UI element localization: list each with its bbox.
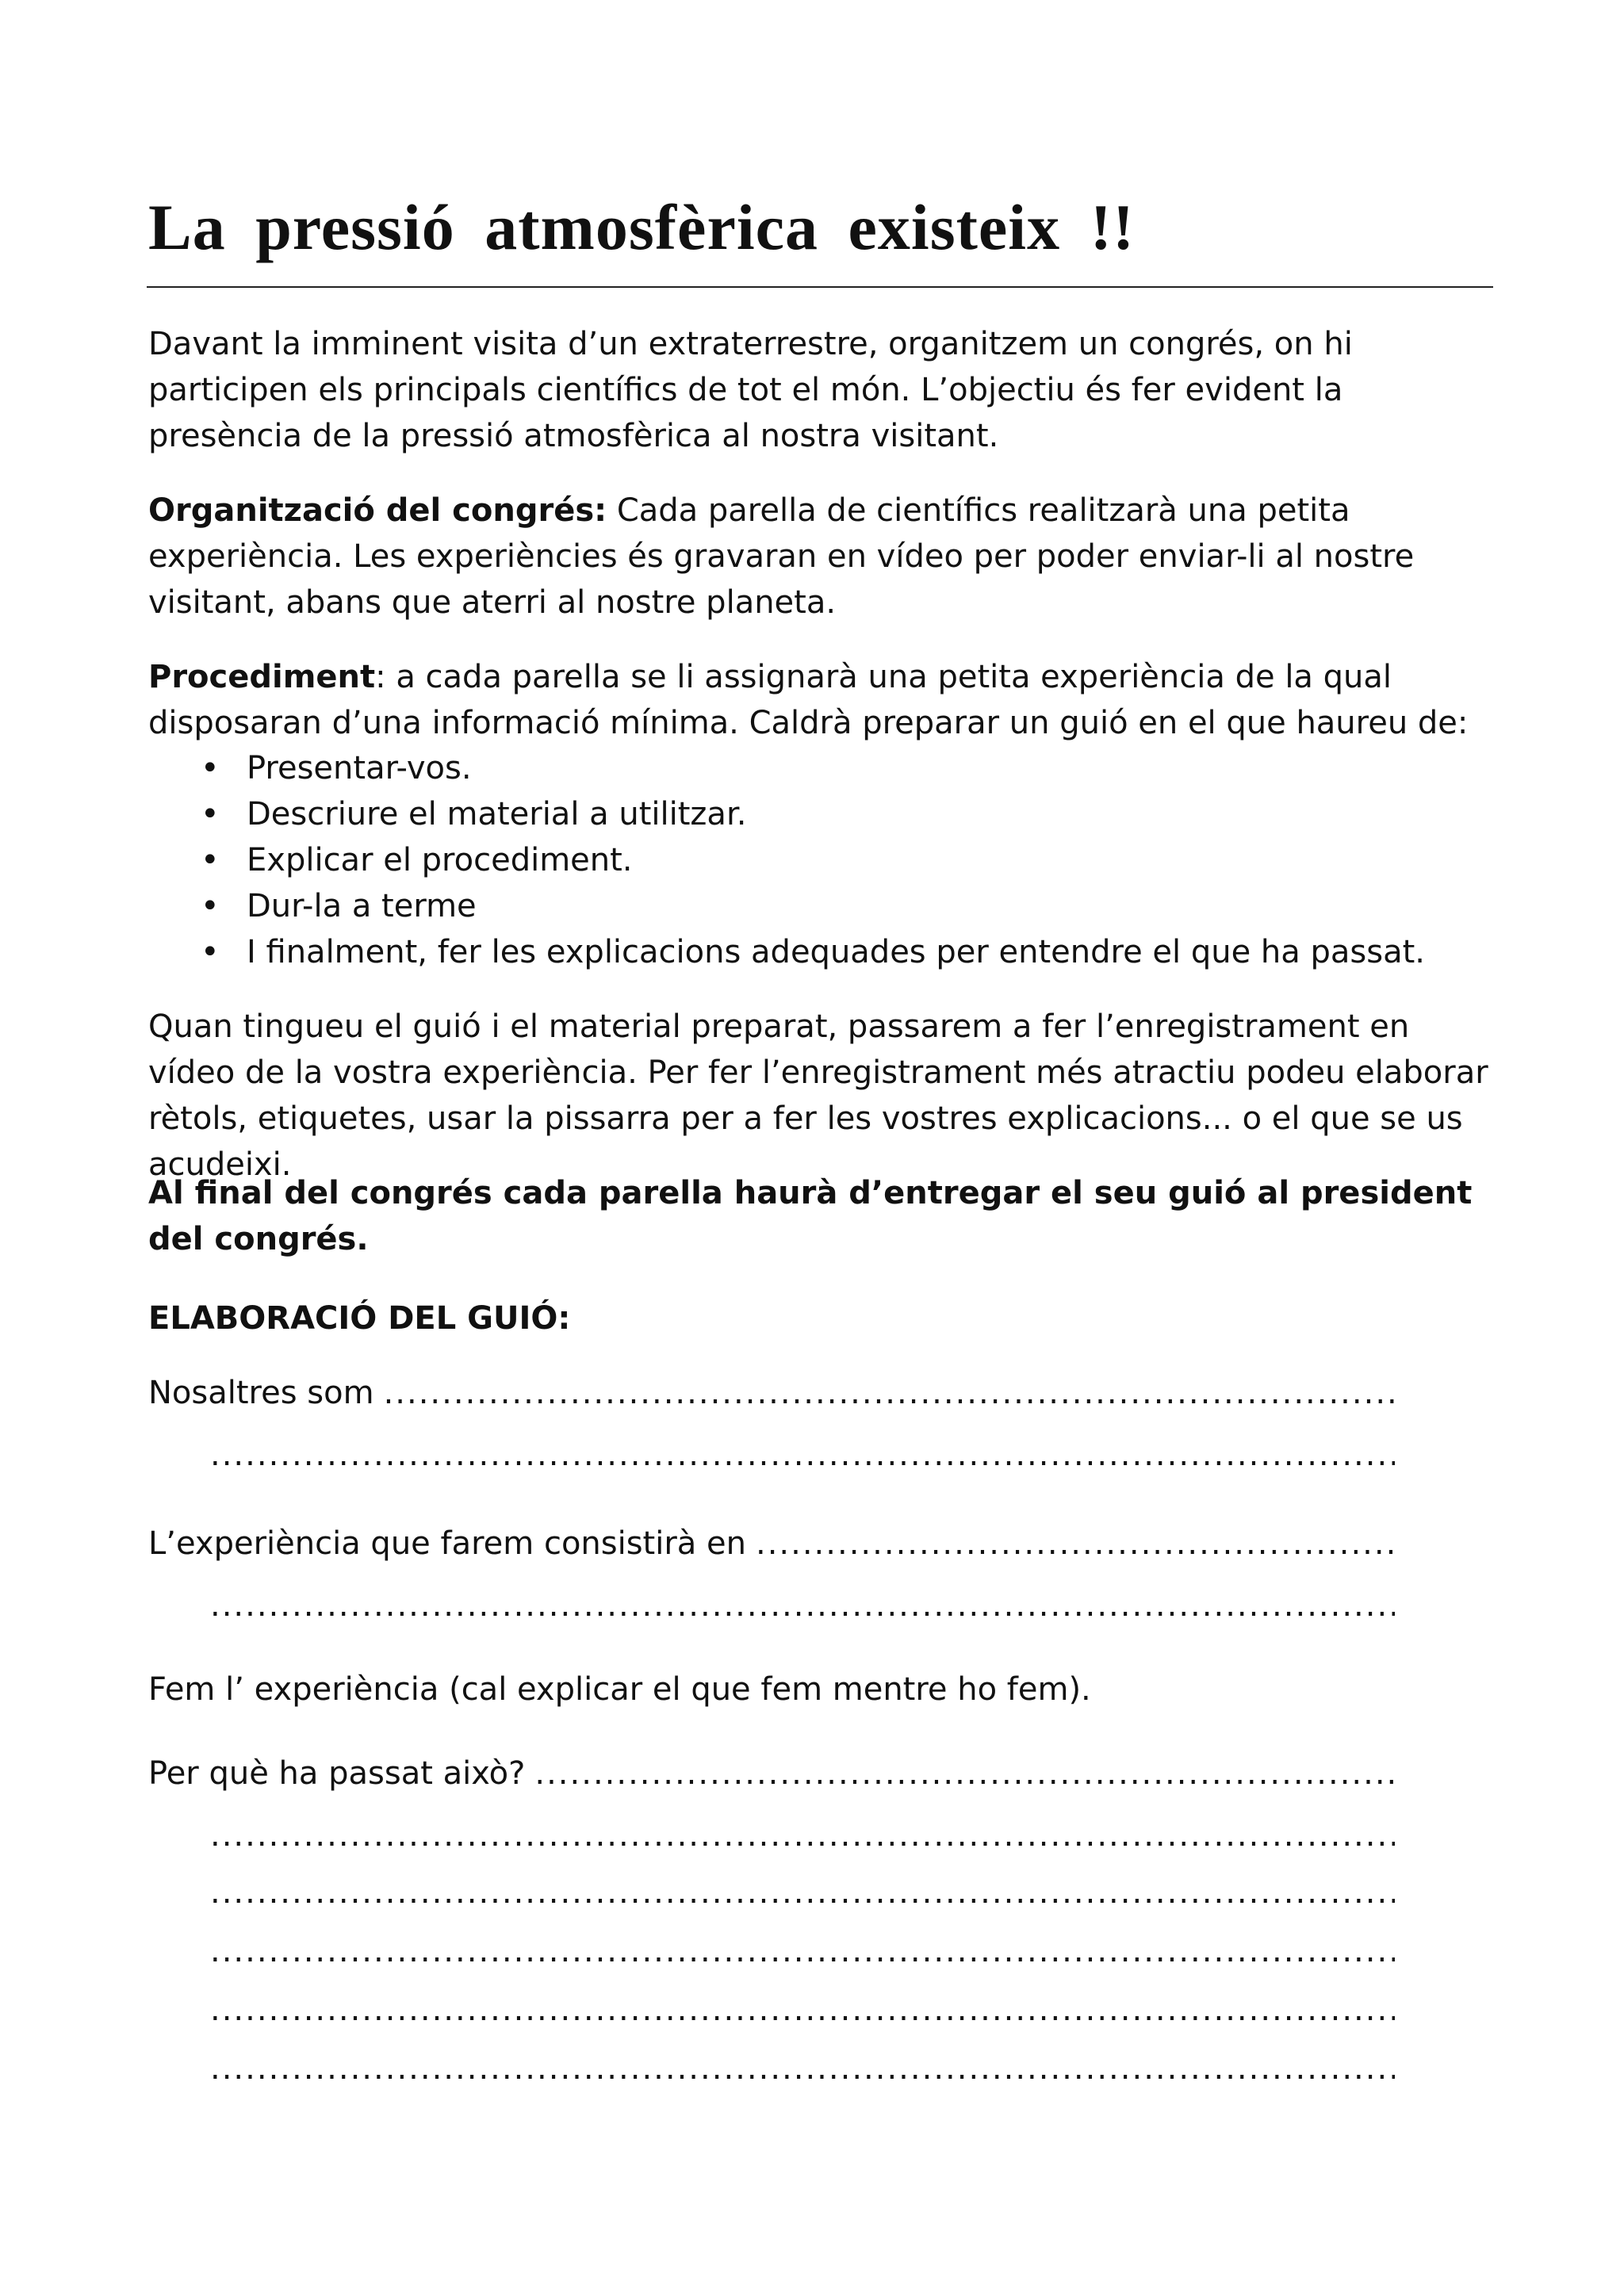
perque-continuation-dots[interactable] — [210, 1816, 1395, 1855]
perque-continuation-dots[interactable] — [210, 1873, 1395, 1912]
bullet-icon: • — [201, 934, 220, 970]
intro-paragraph: Davant la imminent visita d’un extraterrestre, organitzem un congrés, on hi participen els principals científics de tot el món. L’objectiu és fer evident la presència de la pressió atmosfèrica al nostra visitant. — [148, 326, 1353, 454]
perque-continuation-line[interactable] — [210, 1873, 1395, 1912]
perque-label: Per què ha passat això? — [148, 1755, 526, 1792]
list-item-label: Descriure el material a utilitzar. — [247, 796, 747, 832]
perque-continuation-dots[interactable] — [210, 2049, 1395, 2088]
perque-continuation-line[interactable] — [210, 1931, 1395, 1971]
list-item — [148, 745, 1496, 791]
procediment-steps-list — [148, 745, 1496, 975]
list-item-label: Presentar-vos. — [247, 750, 472, 786]
list-item — [148, 837, 1496, 883]
organitzacio-paragraph — [148, 488, 1496, 626]
list-item — [148, 883, 1496, 929]
experiencia-continuation-line[interactable] — [210, 1586, 1395, 1625]
guio-heading: ELABORACIÓ DEL GUIÓ: — [148, 1300, 571, 1337]
bullet-icon: • — [201, 750, 220, 786]
nosaltres-label: Nosaltres som — [148, 1375, 374, 1411]
nosaltres-fill-dots[interactable] — [384, 1373, 1395, 1413]
procediment-label: Procediment — [148, 659, 376, 695]
nosaltres-continuation-dots[interactable] — [210, 1435, 1395, 1475]
list-item-label: Explicar el procediment. — [247, 842, 633, 878]
organitzacio-text: Cada parella de científics realitzarà una petita experiència. Les experiències és gravaran en vídeo per poder enviar-li al nostre visitant, abans que aterri al nostre planeta. — [148, 492, 1415, 621]
perque-continuation-line[interactable] — [210, 2049, 1395, 2088]
list-item — [148, 791, 1496, 837]
perque-line[interactable] — [148, 1754, 1395, 1793]
procediment-paragraph — [148, 654, 1496, 746]
experiencia-line[interactable] — [148, 1524, 1395, 1563]
title-underline — [147, 286, 1493, 288]
page-title: La pressió atmosfèrica existeix !! — [148, 191, 1136, 263]
list-item-label: Dur-la a terme — [247, 888, 477, 924]
list-item — [148, 929, 1496, 975]
perque-continuation-line[interactable] — [210, 1816, 1395, 1855]
perque-continuation-dots[interactable] — [210, 1990, 1395, 2030]
bullet-icon: • — [201, 796, 220, 832]
experiencia-label: L’experiència que farem consistirà en — [148, 1525, 746, 1562]
fem-label: Fem l’ experiència (cal explicar el que fem mentre ho fem). — [148, 1671, 1091, 1708]
experiencia-fill-dots[interactable] — [756, 1524, 1395, 1563]
enregistrament-paragraph: Quan tingueu el guió i el material preparat, passarem a fer l’enregistrament en vídeo de la vostra experiència. Per fer l’enregistrament més atractiu podeu elaborar rètols, etiquetes, usar la pissarra per a fer les vostres explicacions... o el que se us acudeixi. — [148, 1008, 1488, 1183]
perque-fill-dots[interactable] — [534, 1754, 1395, 1793]
experiencia-continuation-dots[interactable] — [210, 1586, 1395, 1625]
final-note: Al final del congrés cada parella haurà d’entregar el seu guió al president del congrés. — [148, 1175, 1473, 1257]
organitzacio-label: Organització del congrés: — [148, 492, 607, 529]
fem-line — [148, 1670, 1395, 1709]
nosaltres-continuation-line[interactable] — [210, 1435, 1395, 1475]
bullet-icon: • — [201, 888, 220, 924]
perque-continuation-dots[interactable] — [210, 1931, 1395, 1971]
bullet-icon: • — [201, 842, 220, 878]
perque-continuation-line[interactable] — [210, 1990, 1395, 2030]
procediment-text: : a cada parella se li assignarà una petita experiència de la qual disposaran d’una informació mínima. Caldrà preparar un guió en el que haureu de: — [148, 659, 1469, 741]
list-item-label: I finalment, fer les explicacions adequades per entendre el que ha passat. — [247, 934, 1425, 970]
nosaltres-line[interactable] — [148, 1373, 1395, 1413]
